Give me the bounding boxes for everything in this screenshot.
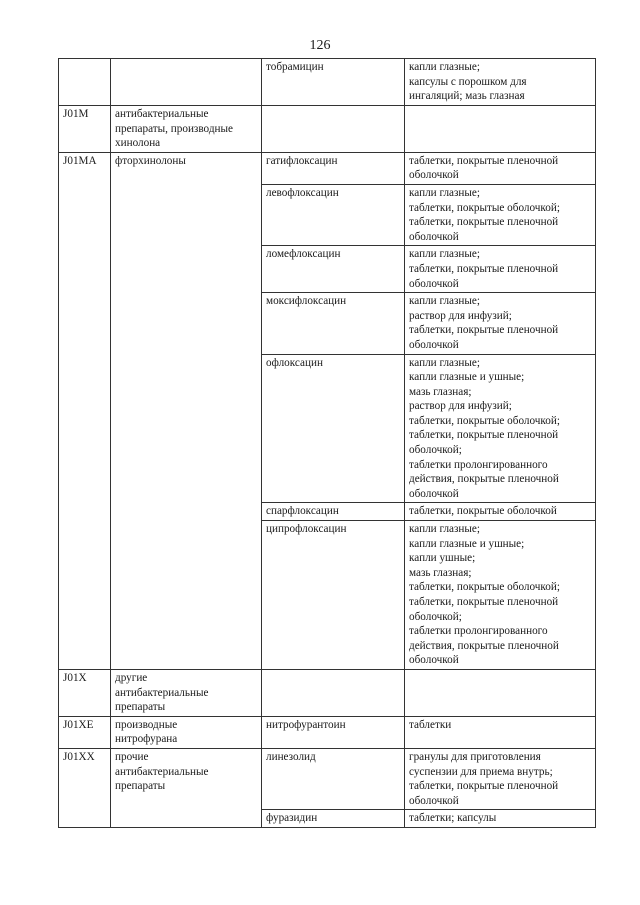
table-row [59,716,596,748]
drug-name-cell: офлоксацин [262,354,405,503]
dosage-form-line: капли глазные; [409,186,481,199]
dosage-forms-cell [405,716,596,748]
drug-name-cell: линезолид [262,748,405,809]
dosage-form-line: раствор для инфузий; [409,309,512,322]
dosage-forms-cell [405,246,596,293]
dosage-form-line: капли глазные и ушные; [409,537,525,550]
table-row [59,152,596,184]
dosage-form-line: капли глазные; [409,61,481,73]
group-name-line: препараты [115,780,166,793]
dosage-form-line: мазь глазная; [409,566,472,579]
drug-name-cell: ломефлоксацин [262,246,405,293]
atc-code-cell: J01XX [59,748,111,827]
dosage-form-line: раствор для инфузий; [409,400,512,413]
dosage-form-line: таблетки пролонгированного [409,625,548,638]
drug-name-cell: спарфлоксацин [262,503,405,521]
dosage-form-line: действия, покрытые пленочной [409,639,559,652]
atc-code-cell: J01M [59,106,111,153]
table-row [59,669,596,716]
dosage-form-line: таблетки, покрытые пленочной [409,429,559,442]
drug-name-cell: фуразидин [262,810,405,828]
dosage-forms-cell [405,184,596,245]
dosage-form-line: капли ушные; [409,552,476,565]
drug-name-cell: гатифлоксацин [262,152,405,184]
group-name-line: фторхинолоны [115,154,186,167]
dosage-form-line: капли глазные и ушные; [409,371,525,384]
dosage-form-line: таблетки [409,718,452,731]
dosage-form-line: оболочкой [409,794,459,807]
dosage-form-line: оболочкой [409,277,459,290]
table-row [59,748,596,809]
drug-name-cell: левофлоксацин [262,184,405,245]
group-name-line: производные [115,718,178,731]
drug-table [58,58,596,828]
dosage-form-line: таблетки, покрытые оболочкой [409,505,557,518]
dosage-form-line: таблетки, покрытые пленочной [409,262,559,275]
page-number: 126 [309,38,331,53]
dosage-forms-cell [405,354,596,503]
dosage-form-line: таблетки пролонгированного [409,458,548,471]
dosage-form-line: капли глазные; [409,356,481,369]
drug-name-cell [262,669,405,716]
group-name-line: препараты [115,701,166,714]
dosage-form-line: таблетки; капсулы [409,812,497,825]
dosage-forms-cell [405,503,596,521]
dosage-form-line: гранулы для приготовления [409,750,541,763]
atc-code-cell: J01X [59,669,111,716]
dosage-forms-cell [405,152,596,184]
dosage-form-line: таблетки, покрытые пленочной [409,154,559,167]
dosage-form-line: таблетки, покрытые оболочкой; [409,414,560,427]
group-name-line: другие [115,671,148,684]
table-row [59,59,596,106]
group-name-cell [111,59,262,106]
dosage-form-line: капли глазные; [409,523,481,536]
dosage-form-line: ингаляций; мазь глазная [409,90,525,103]
dosage-forms-cell [405,669,596,716]
dosage-forms-cell [405,293,596,354]
dosage-form-line: таблетки, покрытые пленочной [409,216,559,229]
dosage-form-line: оболочкой [409,169,459,182]
group-name-line: хинолона [115,137,161,150]
drug-table-body [59,59,596,828]
atc-code-cell: J01MA [59,152,111,669]
group-name-line: нитрофурана [115,733,178,746]
dosage-form-line: таблетки, покрытые оболочкой; [409,581,560,594]
group-name-line: препараты, производные [115,122,233,135]
dosage-form-line: таблетки, покрытые пленочной [409,780,559,793]
dosage-form-line: оболочкой [409,230,459,243]
group-name-line: прочие [115,750,149,763]
group-name-cell [111,748,262,827]
dosage-form-line: мазь глазная; [409,385,472,398]
dosage-form-line: оболочкой; [409,610,462,623]
drug-name-cell [262,106,405,153]
dosage-forms-cell [405,59,596,106]
dosage-form-line: действия, покрытые пленочной [409,473,559,486]
dosage-form-line: оболочкой [409,487,459,500]
dosage-form-line: суспензии для приема внутрь; [409,765,553,778]
group-name-line: антибактериальные [115,108,209,120]
dosage-form-line: капсулы с порошком для [409,75,527,88]
dosage-form-line: таблетки, покрытые пленочной [409,324,559,337]
group-name-cell [111,152,262,669]
group-name-cell [111,106,262,153]
dosage-forms-cell [405,521,596,670]
drug-name-cell: нитрофурантоин [262,716,405,748]
drug-name-cell: моксифлоксацин [262,293,405,354]
dosage-form-line: таблетки, покрытые оболочкой; [409,201,560,214]
dosage-form-line: оболочкой; [409,444,462,457]
group-name-cell [111,669,262,716]
table-row [59,106,596,153]
dosage-form-line: капли глазные; [409,295,481,308]
drug-name-cell: тобрамицин [262,59,405,106]
dosage-forms-cell [405,106,596,153]
group-name-line: антибактериальные [115,765,209,778]
dosage-forms-cell [405,748,596,809]
group-name-line: антибактериальные [115,686,209,699]
dosage-form-line: таблетки, покрытые пленочной [409,596,559,608]
dosage-form-line: капли глазные; [409,248,481,261]
group-name-cell [111,716,262,748]
drug-name-cell: ципрофлоксацин [262,521,405,670]
dosage-forms-cell [405,810,596,828]
atc-code-cell [59,59,111,106]
dosage-form-line: оболочкой [409,338,459,351]
atc-code-cell: J01XE [59,716,111,748]
dosage-form-line: оболочкой [409,654,459,667]
